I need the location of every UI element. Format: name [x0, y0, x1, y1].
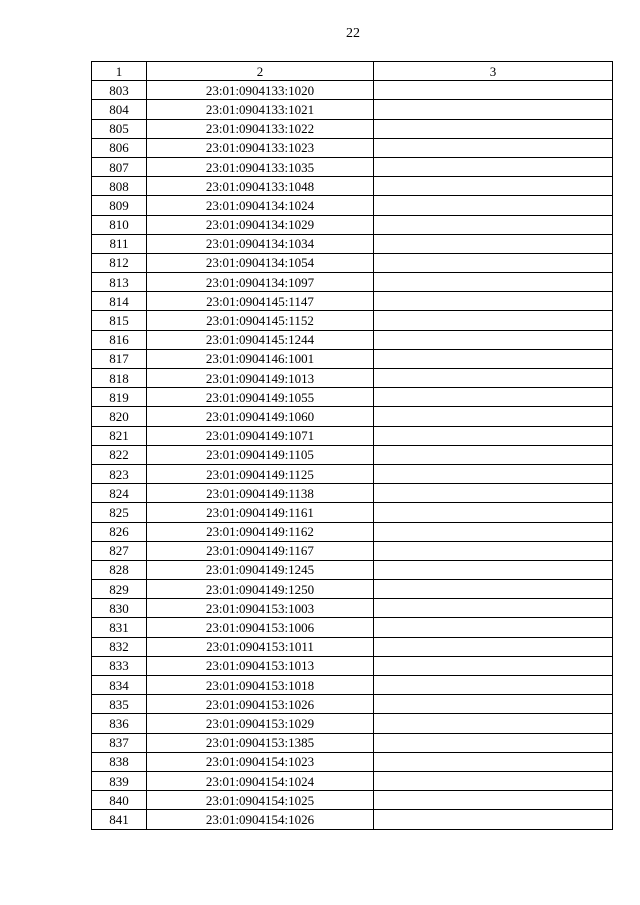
row-number-cell: 814: [92, 292, 147, 311]
cadastral-number-cell: 23:01:0904154:1026: [147, 810, 374, 829]
row-number-cell: 822: [92, 445, 147, 464]
cadastral-number-cell: 23:01:0904133:1020: [147, 81, 374, 100]
row-number-cell: 831: [92, 618, 147, 637]
note-cell: [374, 791, 613, 810]
row-number-cell: 838: [92, 752, 147, 771]
cadastral-number-cell: 23:01:0904149:1071: [147, 426, 374, 445]
row-number-cell: 803: [92, 81, 147, 100]
note-cell: [374, 369, 613, 388]
table-row: [92, 234, 613, 253]
row-number-cell: 816: [92, 330, 147, 349]
table-row: [92, 791, 613, 810]
cadastral-number-cell: 23:01:0904134:1029: [147, 215, 374, 234]
note-cell: [374, 771, 613, 790]
row-number-cell: 821: [92, 426, 147, 445]
column-header-2: 2: [147, 62, 374, 81]
table-row: [92, 81, 613, 100]
note-cell: [374, 676, 613, 695]
cadastral-number-cell: 23:01:0904149:1138: [147, 484, 374, 503]
table-row: [92, 215, 613, 234]
row-number-cell: 824: [92, 484, 147, 503]
note-cell: [374, 618, 613, 637]
table-body: [92, 81, 613, 829]
cadastral-number-cell: 23:01:0904133:1035: [147, 157, 374, 176]
cadastral-number-cell: 23:01:0904133:1023: [147, 138, 374, 157]
note-cell: [374, 484, 613, 503]
note-cell: [374, 349, 613, 368]
cadastral-number-cell: 23:01:0904153:1006: [147, 618, 374, 637]
cadastral-number-cell: 23:01:0904154:1024: [147, 771, 374, 790]
cadastral-number-cell: 23:01:0904149:1162: [147, 522, 374, 541]
table-row: [92, 733, 613, 752]
cadastral-number-cell: 23:01:0904133:1021: [147, 100, 374, 119]
row-number-cell: 807: [92, 157, 147, 176]
row-number-cell: 810: [92, 215, 147, 234]
table-row: [92, 349, 613, 368]
row-number-cell: 833: [92, 656, 147, 675]
cadastral-number-cell: 23:01:0904149:1245: [147, 560, 374, 579]
cadastral-number-cell: 23:01:0904149:1167: [147, 541, 374, 560]
note-cell: [374, 215, 613, 234]
cadastral-number-cell: 23:01:0904154:1023: [147, 752, 374, 771]
cadastral-number-cell: 23:01:0904146:1001: [147, 349, 374, 368]
table-row: [92, 484, 613, 503]
row-number-cell: 830: [92, 599, 147, 618]
cadastral-number-cell: 23:01:0904149:1105: [147, 445, 374, 464]
note-cell: [374, 388, 613, 407]
column-header-1: 1: [92, 62, 147, 81]
note-cell: [374, 522, 613, 541]
row-number-cell: 815: [92, 311, 147, 330]
note-cell: [374, 196, 613, 215]
table-row: [92, 100, 613, 119]
row-number-cell: 812: [92, 253, 147, 272]
table-row: [92, 676, 613, 695]
row-number-cell: 840: [92, 791, 147, 810]
row-number-cell: 820: [92, 407, 147, 426]
note-cell: [374, 81, 613, 100]
row-number-cell: 818: [92, 369, 147, 388]
table-row: [92, 369, 613, 388]
cadastral-number-cell: 23:01:0904149:1125: [147, 464, 374, 483]
note-cell: [374, 503, 613, 522]
table-row: [92, 503, 613, 522]
row-number-cell: 804: [92, 100, 147, 119]
page-number: 22: [346, 26, 360, 41]
cadastral-number-cell: 23:01:0904134:1034: [147, 234, 374, 253]
cadastral-number-cell: 23:01:0904153:1026: [147, 695, 374, 714]
table-row: [92, 810, 613, 829]
row-number-cell: 841: [92, 810, 147, 829]
row-number-cell: 805: [92, 119, 147, 138]
note-cell: [374, 599, 613, 618]
row-number-cell: 835: [92, 695, 147, 714]
cadastral-number-cell: 23:01:0904133:1022: [147, 119, 374, 138]
registry-table: [91, 61, 613, 830]
table-row: [92, 541, 613, 560]
table-row: [92, 330, 613, 349]
note-cell: [374, 464, 613, 483]
row-number-cell: 819: [92, 388, 147, 407]
note-cell: [374, 714, 613, 733]
table-row: [92, 177, 613, 196]
cadastral-number-cell: 23:01:0904153:1011: [147, 637, 374, 656]
column-header-3: 3: [374, 62, 613, 81]
note-cell: [374, 426, 613, 445]
cadastral-number-cell: 23:01:0904134:1054: [147, 253, 374, 272]
row-number-cell: 817: [92, 349, 147, 368]
table-row: [92, 522, 613, 541]
cadastral-number-cell: 23:01:0904145:1152: [147, 311, 374, 330]
row-number-cell: 834: [92, 676, 147, 695]
note-cell: [374, 273, 613, 292]
row-number-cell: 828: [92, 560, 147, 579]
cadastral-number-cell: 23:01:0904153:1385: [147, 733, 374, 752]
row-number-cell: 825: [92, 503, 147, 522]
row-number-cell: 829: [92, 580, 147, 599]
row-number-cell: 832: [92, 637, 147, 656]
cadastral-number-cell: 23:01:0904145:1244: [147, 330, 374, 349]
cadastral-number-cell: 23:01:0904145:1147: [147, 292, 374, 311]
note-cell: [374, 138, 613, 157]
row-number-cell: 806: [92, 138, 147, 157]
note-cell: [374, 810, 613, 829]
table-row: [92, 580, 613, 599]
cadastral-number-cell: 23:01:0904133:1048: [147, 177, 374, 196]
cadastral-number-cell: 23:01:0904149:1055: [147, 388, 374, 407]
table-row: [92, 292, 613, 311]
table-row: [92, 771, 613, 790]
table-row: [92, 656, 613, 675]
cadastral-number-cell: 23:01:0904134:1097: [147, 273, 374, 292]
cadastral-number-cell: 23:01:0904149:1060: [147, 407, 374, 426]
table-row: [92, 273, 613, 292]
table-row: [92, 311, 613, 330]
note-cell: [374, 119, 613, 138]
note-cell: [374, 253, 613, 272]
note-cell: [374, 752, 613, 771]
note-cell: [374, 157, 613, 176]
table-row: [92, 407, 613, 426]
cadastral-number-cell: 23:01:0904154:1025: [147, 791, 374, 810]
row-number-cell: 811: [92, 234, 147, 253]
table-row: [92, 637, 613, 656]
note-cell: [374, 580, 613, 599]
table-row: [92, 560, 613, 579]
row-number-cell: 809: [92, 196, 147, 215]
table-row: [92, 695, 613, 714]
table-row: [92, 426, 613, 445]
row-number-cell: 836: [92, 714, 147, 733]
cadastral-number-cell: 23:01:0904149:1250: [147, 580, 374, 599]
table-row: [92, 464, 613, 483]
table-row: [92, 253, 613, 272]
note-cell: [374, 733, 613, 752]
cadastral-number-cell: 23:01:0904153:1003: [147, 599, 374, 618]
note-cell: [374, 100, 613, 119]
note-cell: [374, 541, 613, 560]
note-cell: [374, 407, 613, 426]
row-number-cell: 808: [92, 177, 147, 196]
note-cell: [374, 695, 613, 714]
cadastral-number-cell: 23:01:0904153:1018: [147, 676, 374, 695]
table-row: [92, 445, 613, 464]
cadastral-number-cell: 23:01:0904149:1161: [147, 503, 374, 522]
row-number-cell: 839: [92, 771, 147, 790]
note-cell: [374, 656, 613, 675]
table-row: [92, 714, 613, 733]
table-row: [92, 599, 613, 618]
note-cell: [374, 177, 613, 196]
table-header-row: [92, 62, 613, 81]
note-cell: [374, 234, 613, 253]
cadastral-number-cell: 23:01:0904149:1013: [147, 369, 374, 388]
cadastral-number-cell: 23:01:0904134:1024: [147, 196, 374, 215]
row-number-cell: 823: [92, 464, 147, 483]
note-cell: [374, 292, 613, 311]
table-row: [92, 388, 613, 407]
table-row: [92, 618, 613, 637]
cadastral-number-cell: 23:01:0904153:1029: [147, 714, 374, 733]
row-number-cell: 813: [92, 273, 147, 292]
row-number-cell: 826: [92, 522, 147, 541]
note-cell: [374, 445, 613, 464]
table-row: [92, 196, 613, 215]
note-cell: [374, 311, 613, 330]
table-row: [92, 157, 613, 176]
table-row: [92, 119, 613, 138]
note-cell: [374, 330, 613, 349]
table-row: [92, 752, 613, 771]
row-number-cell: 837: [92, 733, 147, 752]
note-cell: [374, 637, 613, 656]
row-number-cell: 827: [92, 541, 147, 560]
table-row: [92, 138, 613, 157]
cadastral-number-cell: 23:01:0904153:1013: [147, 656, 374, 675]
note-cell: [374, 560, 613, 579]
